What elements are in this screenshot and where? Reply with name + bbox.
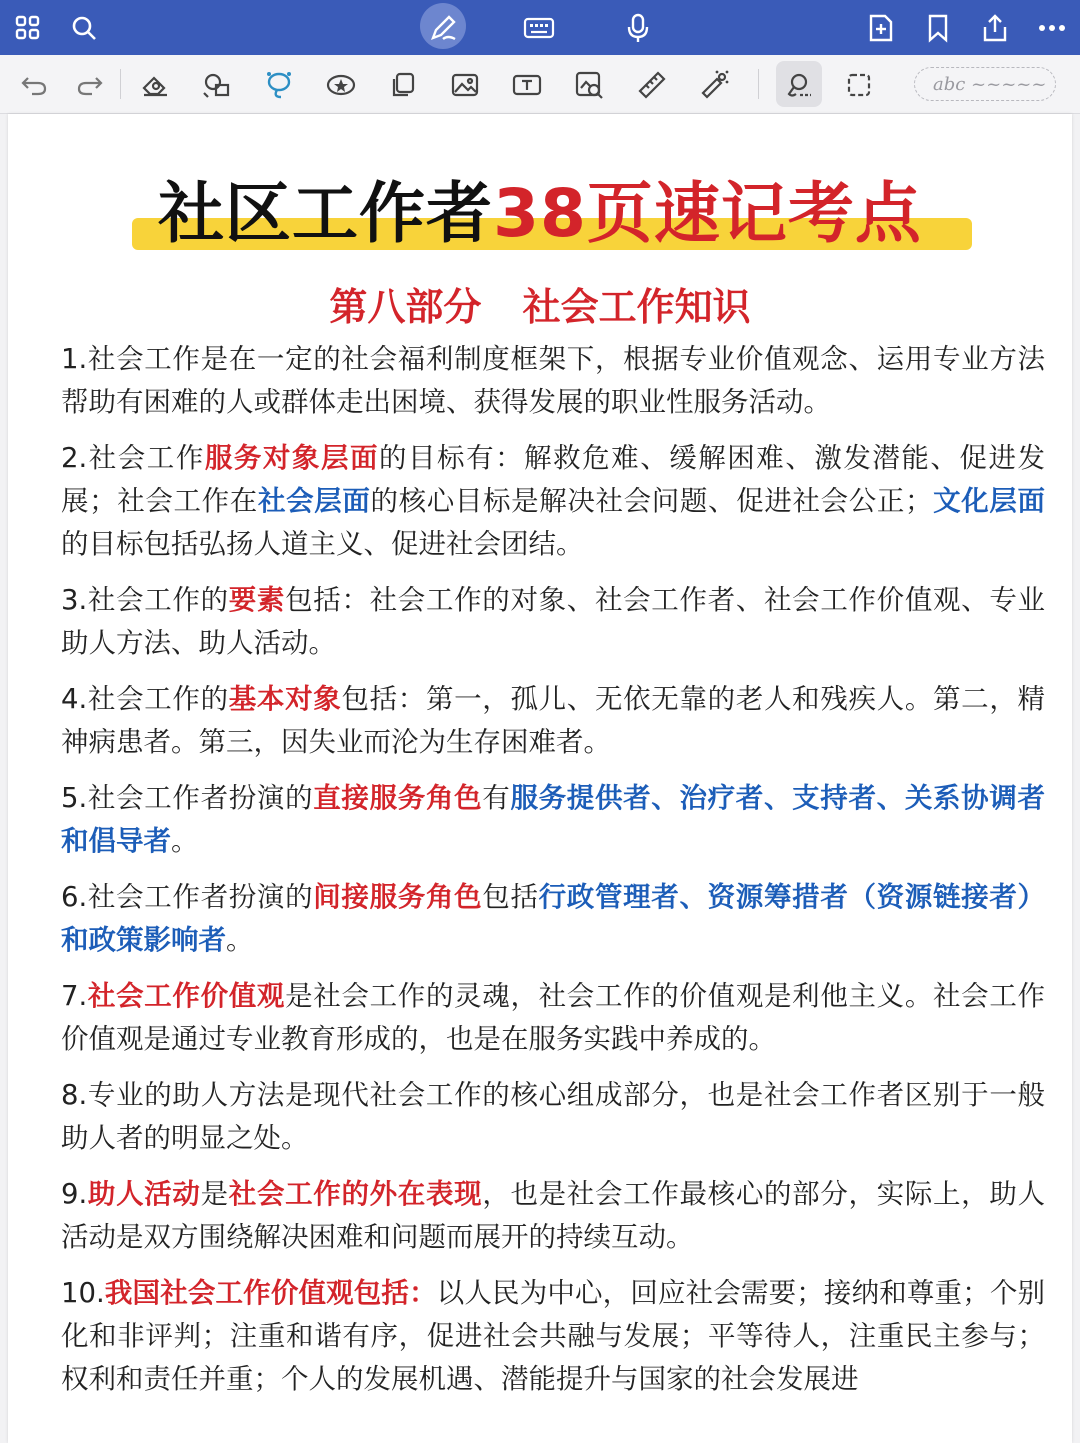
title-black: 社区工作者 bbox=[158, 175, 494, 252]
section-heading bbox=[8, 282, 1072, 332]
eraser-icon[interactable] bbox=[135, 65, 175, 105]
item-text: 。 bbox=[171, 825, 199, 857]
item-text: ，也是社会工作最核心的部分，实际上，助人活动是双方围绕解决困难和问题而展开的持续互动。 bbox=[61, 1178, 1046, 1253]
item-text: 6.社会工作者扮演的 bbox=[61, 881, 314, 913]
section-title: 社会工作知识 bbox=[522, 285, 751, 329]
redo-icon[interactable] bbox=[70, 65, 110, 105]
highlighted-text: 社会层面 bbox=[257, 485, 371, 517]
note-page bbox=[8, 114, 1072, 1443]
grid-icon[interactable] bbox=[8, 8, 48, 48]
top-app-bar bbox=[0, 0, 1080, 55]
page-title bbox=[8, 174, 1072, 254]
item-text: 的目标包括弘扬人道主义、促进社会团结。 bbox=[61, 528, 584, 560]
item-text: 是 bbox=[200, 1178, 229, 1210]
laser-pointer-icon[interactable] bbox=[694, 65, 734, 105]
list-item bbox=[61, 338, 1045, 424]
bookmark-icon[interactable] bbox=[918, 8, 958, 48]
highlighted-text: 社会工作价值观 bbox=[87, 980, 286, 1012]
item-text: 3.社会工作的 bbox=[61, 584, 229, 616]
pen-icon[interactable] bbox=[423, 8, 463, 48]
highlighted-text: 服务提供者、治疗者、支持者、关系协调者和倡导者 bbox=[61, 782, 1045, 857]
item-text: 的核心目标是解决社会问题、促进社会公正； bbox=[370, 485, 933, 517]
section-part: 第八部分 bbox=[329, 285, 482, 329]
item-text: 8.专业的助人方法是现代社会工作的核心组成部分，也是社会工作者区别于一般助人者的明显之处。 bbox=[61, 1079, 1045, 1154]
list-item bbox=[61, 579, 1045, 665]
list-item bbox=[61, 437, 1045, 566]
item-text: 4.社会工作的 bbox=[61, 683, 229, 715]
item-text: 1.社会工作是在一定的社会福利制度框架下，根据专业价值观念、运用专业方法帮助有困难的人或群体走出困境、获得发展的职业性服务活动。 bbox=[61, 343, 1045, 418]
item-text: 是社会工作的灵魂，社会工作的价值观是利他主义。社会工作价值观是通过专业教育形成的，也是在服务实践中养成的。 bbox=[61, 980, 1046, 1055]
list-item bbox=[61, 1074, 1045, 1160]
list-item bbox=[61, 1173, 1045, 1259]
highlighted-text: 文化层面 bbox=[932, 485, 1046, 517]
undo-icon[interactable] bbox=[14, 65, 54, 105]
item-text: 包括：社会工作的对象、社会工作者、社会工作价值观、专业助人方法、助人活动。 bbox=[61, 584, 1046, 659]
item-text: 包括 bbox=[482, 881, 539, 913]
item-text: 9. bbox=[61, 1178, 88, 1210]
highlighted-text: 间接服务角色 bbox=[313, 881, 483, 913]
lasso-tool-icon[interactable] bbox=[259, 65, 299, 105]
search-icon[interactable] bbox=[64, 8, 104, 48]
list-item bbox=[61, 777, 1045, 863]
highlighted-text: 社会工作的外在表现 bbox=[228, 1178, 483, 1210]
microphone-icon[interactable] bbox=[618, 8, 658, 48]
rectangle-select-icon[interactable] bbox=[839, 65, 879, 105]
highlighted-text: 基本对象 bbox=[228, 683, 342, 715]
add-page-icon[interactable] bbox=[861, 8, 901, 48]
more-icon[interactable] bbox=[1032, 8, 1072, 48]
item-text: 包括：第一，孤儿、无依无靠的老人和残疾人。第二，精神病患者。第三，因失业而沦为生存困难者。 bbox=[61, 683, 1046, 758]
toolbar-divider bbox=[758, 69, 759, 99]
text-box-icon[interactable] bbox=[507, 65, 547, 105]
item-text: 5.社会工作者扮演的 bbox=[61, 782, 314, 814]
highlighted-text: 行政管理者、资源筹措者（资源链接者）和政策影响者 bbox=[61, 881, 1045, 956]
highlighted-text: 我国社会工作价值观包括： bbox=[104, 1277, 437, 1309]
keyboard-icon[interactable] bbox=[519, 8, 559, 48]
shapes-icon[interactable] bbox=[197, 65, 237, 105]
image-icon[interactable] bbox=[445, 65, 485, 105]
scan-icon[interactable] bbox=[569, 65, 609, 105]
item-text: 有 bbox=[482, 782, 511, 814]
knowledge-list bbox=[61, 338, 1045, 1414]
item-text: 7. bbox=[61, 980, 88, 1012]
sticker-icon[interactable] bbox=[321, 65, 361, 105]
copy-icon[interactable] bbox=[383, 65, 423, 105]
handwriting-input[interactable]: abc ~~~~~ bbox=[914, 67, 1056, 101]
list-item bbox=[61, 975, 1045, 1061]
tool-bar bbox=[0, 55, 1080, 114]
highlighted-text: 直接服务角色 bbox=[313, 782, 483, 814]
item-text: 10. bbox=[61, 1277, 105, 1309]
title-red: 38页速记考点 bbox=[493, 175, 922, 252]
ruler-icon[interactable] bbox=[632, 65, 672, 105]
list-item bbox=[61, 876, 1045, 962]
item-text: 的目标有：解救危难、缓解困难、激发潜能、促进发展；社会工作在 bbox=[61, 442, 1045, 517]
title-text bbox=[8, 174, 1072, 254]
item-text: 以人民为中心，回应社会需要；接纳和尊重；个别化和非评判；注重和谐有序，促进社会共融与发展；平等待人，注重民主参与；权利和责任并重；个人的发展机遇、潜能提升与国家的社会发展进 bbox=[61, 1277, 1046, 1395]
item-text: 2.社会工作 bbox=[61, 442, 205, 474]
selection-icon[interactable] bbox=[779, 65, 819, 105]
highlighted-text: 服务对象层面 bbox=[204, 442, 379, 474]
highlighted-text: 要素 bbox=[228, 584, 286, 616]
list-item bbox=[61, 1272, 1045, 1401]
highlighted-text: 助人活动 bbox=[87, 1178, 201, 1210]
list-item bbox=[61, 678, 1045, 764]
share-icon[interactable] bbox=[975, 8, 1015, 48]
item-text: 。 bbox=[226, 924, 254, 956]
toolbar-divider bbox=[120, 69, 121, 99]
